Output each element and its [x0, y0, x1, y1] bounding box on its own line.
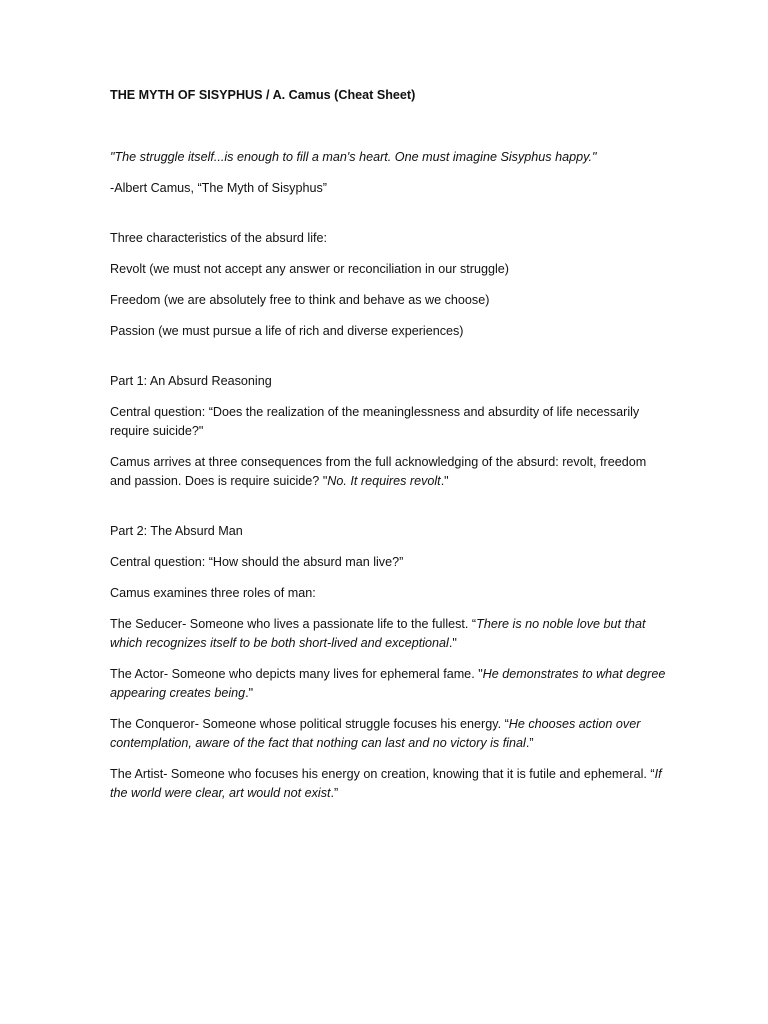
- role-seducer-text: The Seducer- Someone who lives a passionate life to the fullest. “: [110, 617, 477, 631]
- part2-heading: Part 2: The Absurd Man: [110, 524, 243, 538]
- document-page: [110, 86, 670, 815]
- part1-question: Central question: “Does the realization of the meaninglessness and absurdity of life necessarily require suicide?": [110, 405, 640, 438]
- role-seducer-quote: There is no noble love but that which recognizes itself to be both short-lived and exceptional: [110, 617, 646, 650]
- role-actor-quote: He demonstrates to what degree appearing creates being: [110, 667, 666, 700]
- role-artist-quote: If the world were clear, art would not exist: [110, 767, 662, 800]
- epigraph-quote: "The struggle itself...is enough to fill a man's heart. One must imagine Sisyphus happy.": [110, 150, 597, 164]
- epigraph-attribution: -Albert Camus, “The Myth of Sisyphus”: [110, 181, 327, 195]
- characteristic-passion: Passion (we must pursue a life of rich and diverse experiences): [110, 324, 464, 338]
- role-conqueror-quote: He chooses action over contemplation, aware of the fact that nothing can last and no victory is final: [110, 717, 641, 750]
- characteristics-heading: Three characteristics of the absurd life:: [110, 231, 327, 245]
- role-conqueror-text: The Conqueror- Someone whose political struggle focuses his energy. “: [110, 717, 509, 731]
- part1-answer: [110, 453, 670, 491]
- role-artist: [110, 765, 670, 803]
- role-conqueror-end: .”: [525, 736, 534, 750]
- role-actor-text: The Actor- Someone who depicts many lives for ephemeral fame. ": [110, 667, 483, 681]
- part1-answer-text: Camus arrives at three consequences from the full acknowledging of the absurd: revolt, freedom and passion. Does is require suicide? ": [110, 455, 647, 488]
- role-artist-end: .”: [330, 786, 339, 800]
- role-seducer: [110, 615, 670, 653]
- characteristic-freedom: Freedom (we are absolutely free to think and behave as we choose): [110, 293, 490, 307]
- role-conqueror: [110, 715, 670, 753]
- part1-answer-end: .": [440, 474, 449, 488]
- role-artist-text: The Artist- Someone who focuses his energy on creation, knowing that it is futile and ephemeral. “: [110, 767, 655, 781]
- role-seducer-end: .": [448, 636, 457, 650]
- role-actor-end: .": [245, 686, 254, 700]
- part1-heading: Part 1: An Absurd Reasoning: [110, 374, 272, 388]
- characteristic-revolt: Revolt (we must not accept any answer or reconciliation in our struggle): [110, 262, 509, 276]
- part2-intro: Camus examines three roles of man:: [110, 586, 316, 600]
- role-actor: [110, 665, 670, 703]
- part2-question: Central question: “How should the absurd man live?”: [110, 555, 404, 569]
- document-title: THE MYTH OF SISYPHUS / A. Camus (Cheat Sheet): [110, 88, 416, 102]
- part1-answer-quote: No. It requires revolt: [327, 474, 441, 488]
